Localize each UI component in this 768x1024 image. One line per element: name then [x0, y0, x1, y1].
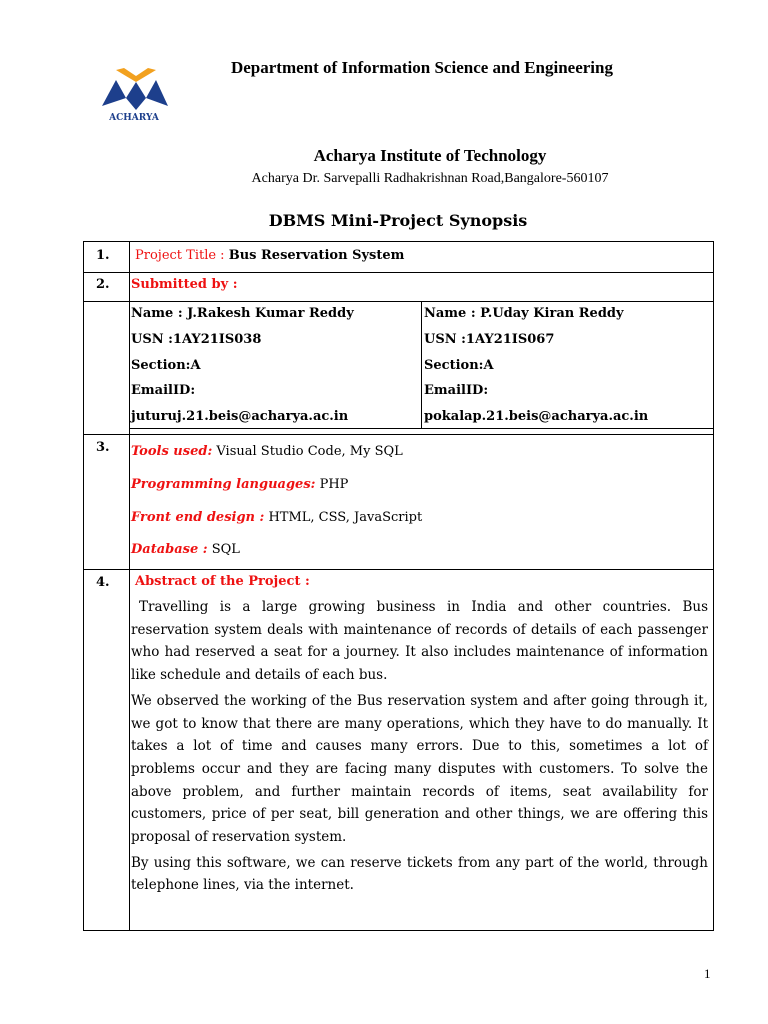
document-title: DBMS Mini-Project Synopsis — [268, 211, 528, 230]
student1-name: Name : J.Rakesh Kumar Reddy — [131, 306, 354, 321]
department-heading: Department of Information Science and Engineering — [230, 58, 613, 77]
page-number: 1 — [704, 966, 711, 981]
row-divider — [84, 434, 713, 435]
row-number: 1. — [96, 248, 110, 263]
student2-email: pokalap.21.beis@acharya.ac.in — [424, 409, 649, 424]
student-column-divider — [421, 301, 422, 429]
institute-name: Acharya Institute of Technology — [313, 146, 547, 165]
student1-usn: USN :1AY21IS038 — [131, 332, 262, 347]
tools-label: Tools used: — [131, 444, 213, 459]
student1-email-label: EmailID: — [131, 383, 196, 398]
front-end-label: Front end design : — [131, 510, 265, 525]
row-divider — [84, 569, 713, 570]
student2-usn: USN :1AY21IS067 — [424, 332, 555, 347]
project-title-value: Bus Reservation System — [228, 248, 405, 263]
student2-section: Section:A — [424, 358, 494, 373]
abstract-paragraph-3: By using this software, we can reserve tickets from any part of the world, through telephone lines, via the internet. — [131, 854, 708, 894]
student1-section: Section:A — [131, 358, 201, 373]
synopsis-table — [83, 241, 714, 931]
abstract-label: Abstract of the Project : — [135, 574, 310, 589]
database-line — [131, 542, 240, 557]
row-number: 3. — [96, 440, 110, 455]
languages-value: PHP — [315, 477, 349, 492]
languages-line — [131, 477, 348, 492]
logo-text: ACHARYA — [109, 113, 159, 123]
row-divider — [84, 272, 713, 273]
row-number: 4. — [96, 575, 110, 590]
abstract-body — [131, 596, 708, 900]
student2-name: Name : P.Uday Kiran Reddy — [424, 306, 624, 321]
project-title-label: Project Title : — [135, 248, 225, 263]
languages-label: Programming languages: — [131, 477, 316, 492]
database-label: Database : — [131, 542, 208, 557]
front-end-line — [131, 510, 422, 525]
database-value: SQL — [207, 542, 240, 557]
student1-email: juturuj.21.beis@acharya.ac.in — [131, 409, 349, 424]
student2-email-label: EmailID: — [424, 383, 489, 398]
front-end-value: HTML, CSS, JavaScript — [264, 510, 423, 525]
project-title-row — [135, 248, 404, 263]
row-number: 2. — [96, 277, 110, 292]
tools-value: Visual Studio Code, My SQL — [212, 444, 403, 459]
institute-address: Acharya Dr. Sarvepalli Radhakrishnan Road,Bangalore-560107 — [251, 171, 609, 186]
submitted-by-label: Submitted by : — [131, 277, 238, 292]
abstract-paragraph-2: We observed the working of the Bus reservation system and after going through it, we got to know that there are many operations, which they have to do manually. It takes a lot of time and causes many errors. Due to this, sometimes a lot of problems occur and they are facing many disputes with customers. To solve the above problem, and further maintain records of items, seat availability for customers, price of per seat, bill generation and other things, we are offering this proposal of reservation system. — [131, 692, 708, 846]
tools-line — [131, 444, 403, 459]
column-divider — [129, 242, 130, 930]
abstract-paragraph-1: Travelling is a large growing business in India and other countries. Bus reservation system deals with maintenance of records of details of each passenger who had reserved a seat for a journey. It also includes maintenance of information like schedule and details of each bus. — [131, 599, 708, 684]
row-divider — [84, 301, 713, 302]
